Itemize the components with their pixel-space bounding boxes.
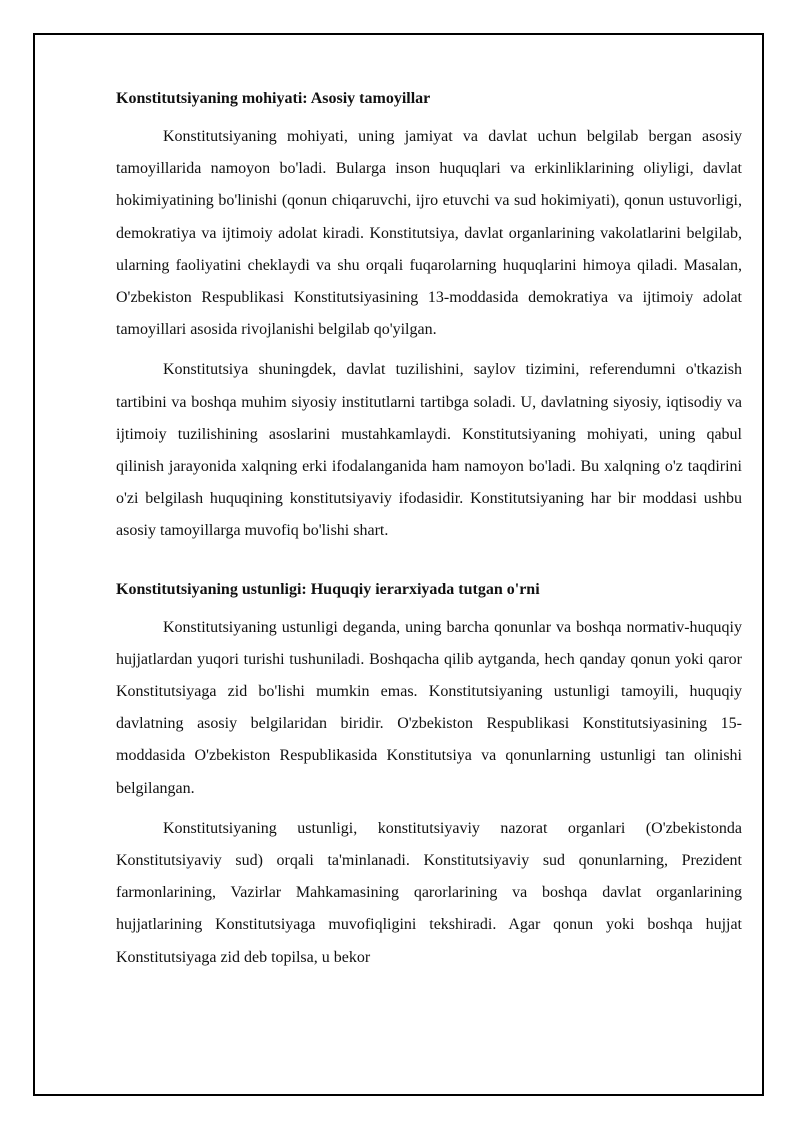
document-body <box>116 83 742 974</box>
section-heading: Konstitutsiyaning ustunligi: Huquqiy ierarxiyada tutgan o'rni <box>116 580 540 598</box>
paragraph: Konstitutsiya shuningdek, davlat tuzilishini, saylov tizimini, referendumni o'tkazish tartibini va boshqa muhim siyosiy institutlarni tartibga soladi. U, davlatning siyosiy, iqtisodiy va ijtimoiy tuzilishining asoslarini mustahkamlaydi. Konstitutsiyaning mohiyati, uning qabul qilinish jarayonida xalqning erki ifodalanganida ham namoyon bo'ladi. Bu xalqning o'z taqdirini o'zi belgilash huquqining konstitutsiyaviy ifodasidir. Konstitutsiyaning har bir moddasi ushbu asosiy tamoyillarga muvofiq bo'lishi shart. <box>116 361 742 540</box>
paragraph: Konstitutsiyaning ustunligi deganda, uning barcha qonunlar va boshqa normativ-huquqiy hujjatlardan yuqori turishi tushuniladi. Boshqacha qilib aytganda, hech qanday qonun yoki qaror Konstitutsiyaga zid bo'lishi mumkin emas. Konstitutsiyaning ustunligi tamoyili, huquqiy davlatning asosiy belgilaridan biridir. O'zbekiston Respublikasi Konstitutsiyasining 15-moddasida O'zbekiston Respublikasida Konstitutsiya va qonunlarning ustunligi tan olinishi belgilangan. <box>116 618 742 797</box>
paragraph: Konstitutsiyaning ustunligi, konstitutsiyaviy nazorat organlari (O'zbekistonda Konstitutsiyaviy sud) orqali ta'minlanadi. Konstitutsiyaviy sud qonunlarning, Prezident farmonlarining, Vazirlar Mahkamasining qarorlarining va boshqa davlat organlarining hujjatlarining Konstitutsiyaga muvofiqligini tekshiradi. Agar qonun yoki boshqa hujjat Konstitutsiyaga zid deb topilsa, u bekor <box>116 819 742 966</box>
section-heading: Konstitutsiyaning mohiyati: Asosiy tamoyillar <box>116 90 431 107</box>
paragraph: Konstitutsiyaning mohiyati, uning jamiyat va davlat uchun belgilab bergan asosiy tamoyillarida namoyon bo'ladi. Bularga inson huquqlari va erkinliklarining oliyligi, davlat hokimiyatining bo'linishi (qonun chiqaruvchi, ijro etuvchi va sud hokimiyati), qonun ustuvorligi, demokratiya va ijtimoiy adolat kiradi. Konstitutsiya, davlat organlarining vakolatlarini belgilab, ularning faoliyatini cheklaydi va shu orqali fuqarolarning huquqlarini himoya qiladi. Masalan, O'zbekiston Respublikasi Konstitutsiyasining 13-moddasida demokratiya va ijtimoiy adolat tamoyillari asosida rivojlanishi belgilab qo'yilgan. <box>116 128 742 339</box>
